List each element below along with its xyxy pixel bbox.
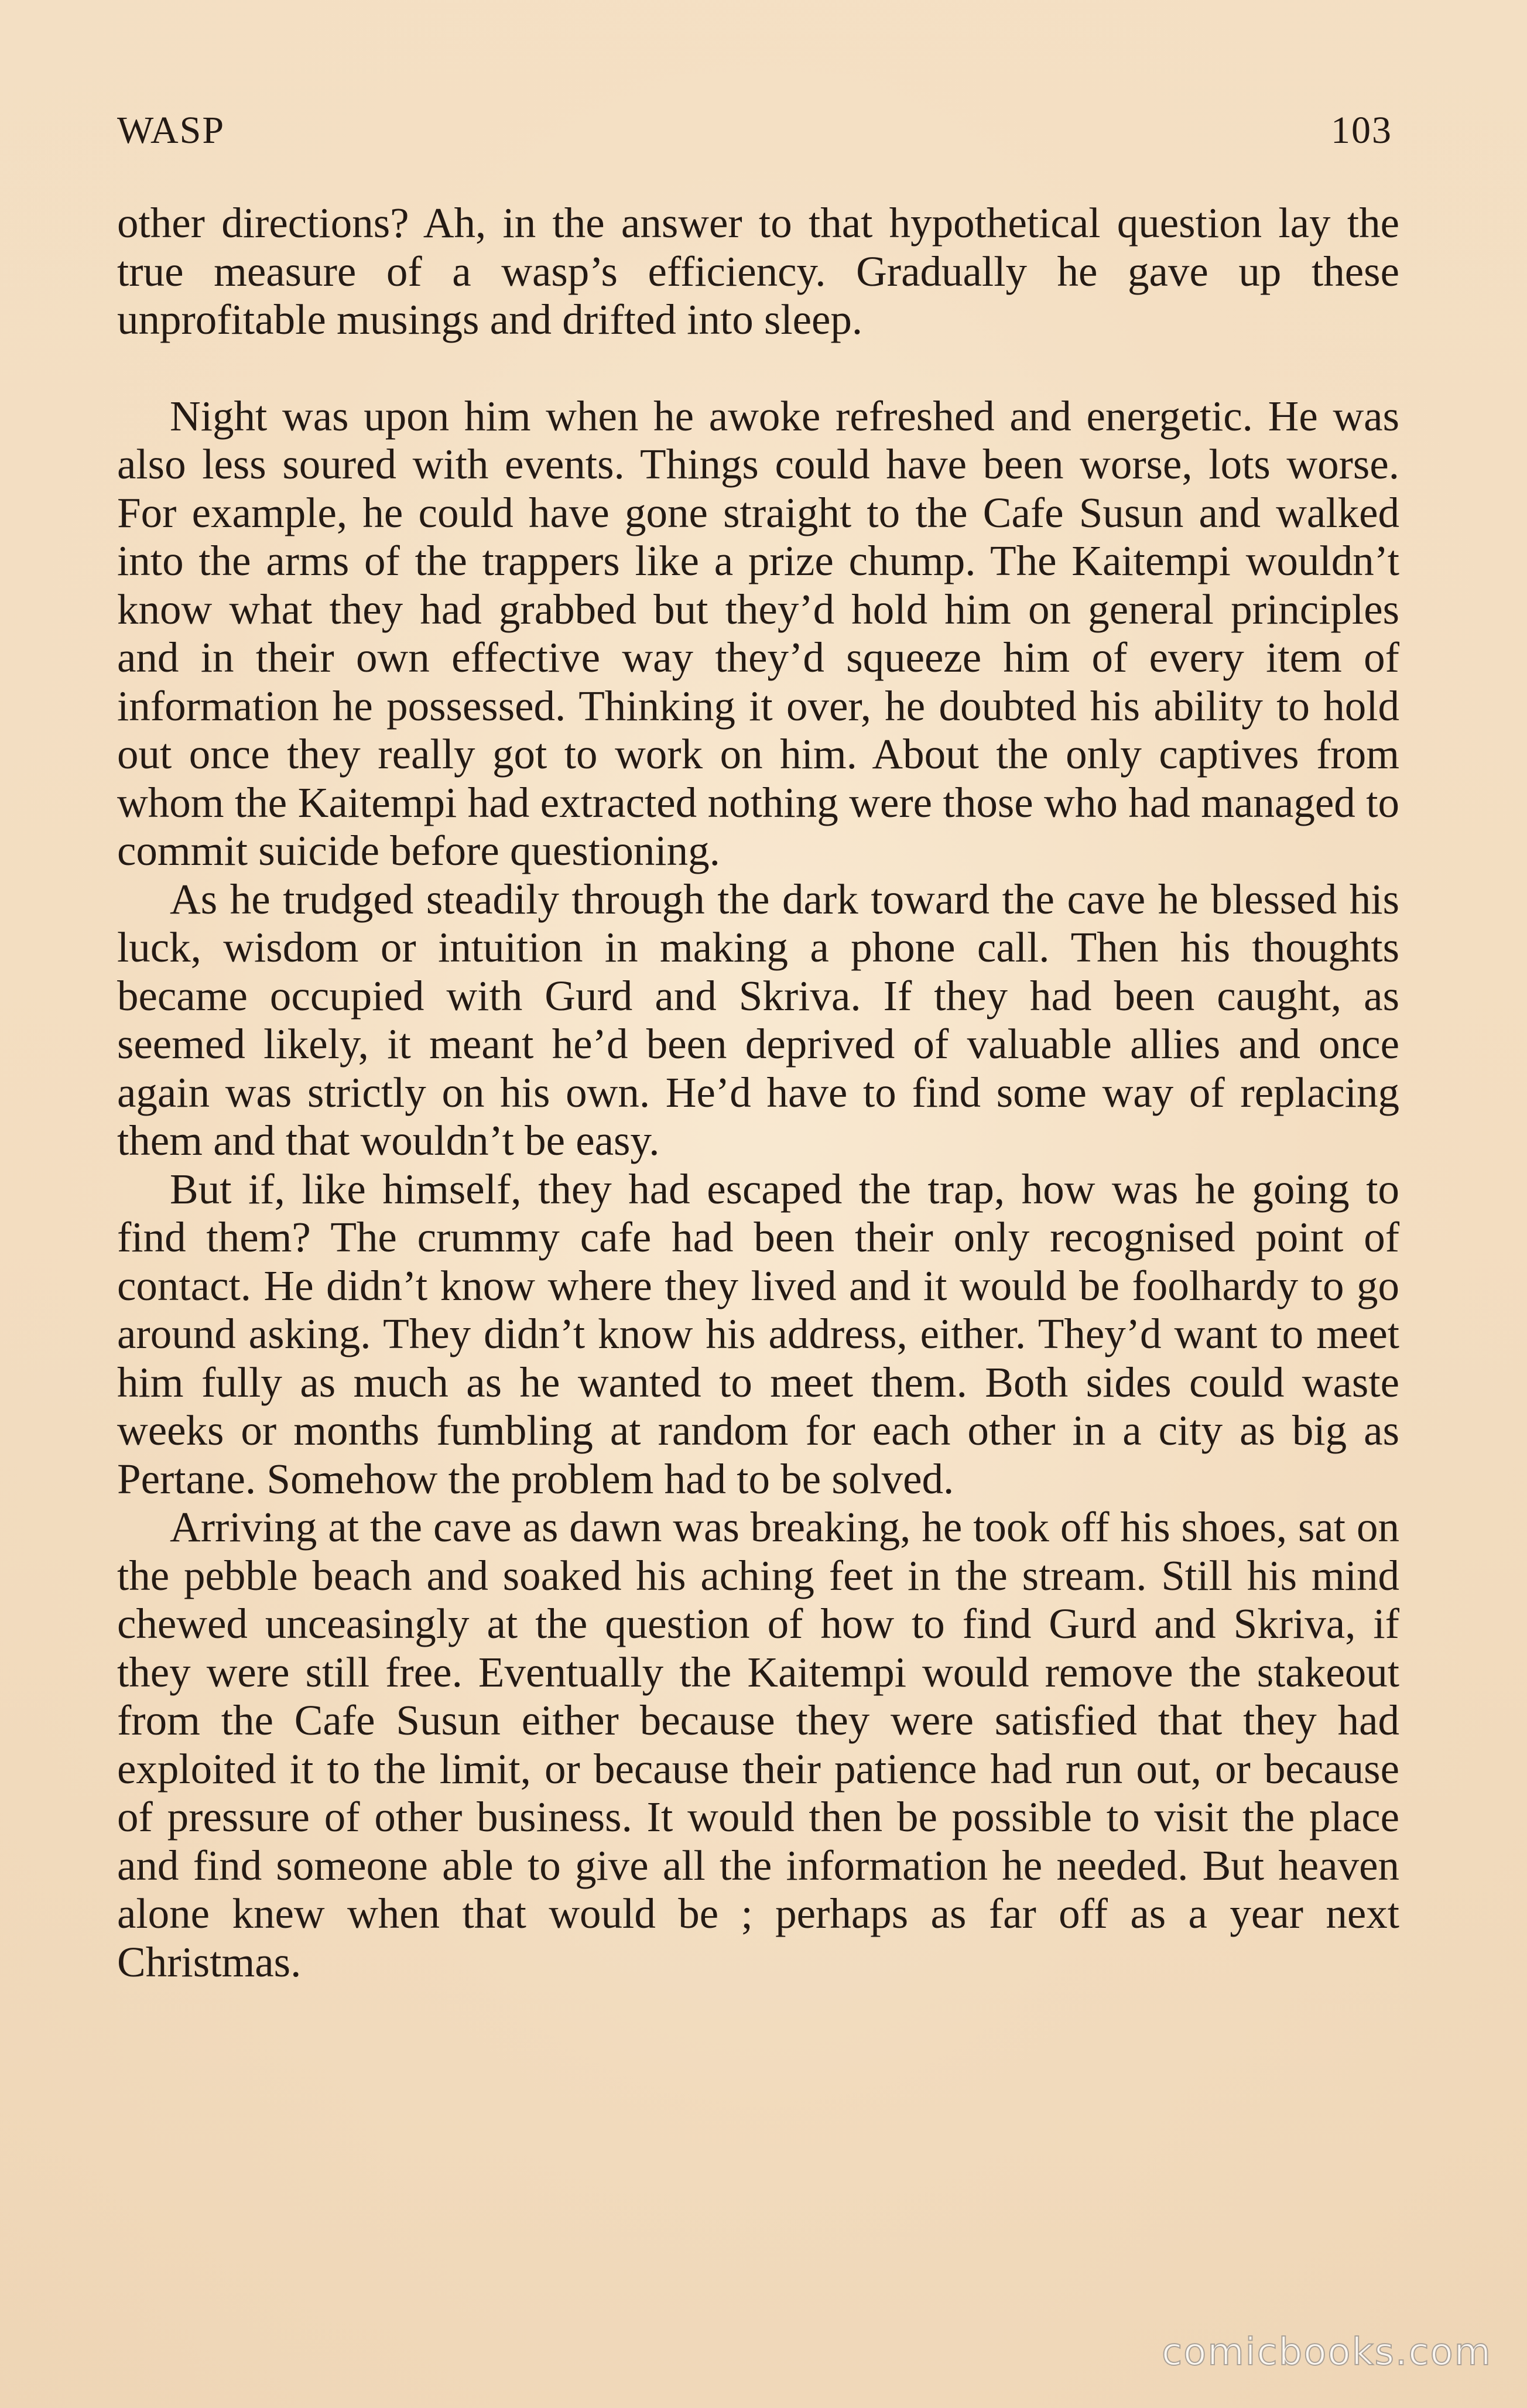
paragraph-continued: other directions? Ah, in the answer to that hypothetical question lay the true measure of a wasp’s efficiency. Gradually he gave up these unprofitable musings and drifted into sleep. [117,199,1399,343]
page-number: 103 [1331,109,1392,152]
paragraph: Arriving at the cave as dawn was breaking, he took off his shoes, sat on the pebble beach and soaked his aching feet in the stream. Still his mind chewed unceasingly at the question of how to find Gurd and Skriva, if they were still free. Eventually the Kaitempi would remove the stakeout from the Cafe Susun either because they were satisfied that they had exploited it to the limit, or because their patience had run out, or because of pressure of other business. It would then be possible to visit the place and find someone able to give all the information he needed. But heaven alone knew when that would be ; perhaps as far off as a year next Christmas. [117,1503,1399,1986]
body-text [117,199,1399,1986]
paragraph: As he trudged steadily through the dark toward the cave he blessed his luck, wisdom or intuition in making a phone call. Then his thoughts became occupied with Gurd and Skriva. If they had been caught, as seemed likely, it meant he’d been deprived of valuable allies and once again was strictly on his own. He’d have to find some way of replacing them and that wouldn’t be easy. [117,875,1399,1164]
paragraph: Night was upon him when he awoke refreshed and energetic. He was also less soured with events. Things could have been worse, lots worse. For example, he could have gone straight to the Cafe Susun and walked into the arms of the trappers like a prize chump. The Kaitempi wouldn’t know what they had grabbed but they’d hold him on general principles and in their own effective way they’d squeeze him of every item of information he possessed. Thinking it over, he doubted his ability to hold out once they really got to work on him. About the only captives from whom the Kaitempi had extracted nothing were those who had managed to commit suicide before questioning. [117,392,1399,874]
watermark-logo: comicbooks.com [1161,2331,1492,2374]
running-title: WASP [117,109,225,152]
running-head [117,108,1392,155]
paragraph: But if, like himself, they had escaped the trap, how was he going to find them? The crummy cafe had been their only recognised point of contact. He didn’t know where they lived and it would be foolhardy to go around asking. They didn’t know his address, either. They’d want to meet him fully as much as he wanted to meet them. Both sides could waste weeks or months fumbling at random for each other in a city as big as Pertane. Somehow the problem had to be solved. [117,1165,1399,1503]
